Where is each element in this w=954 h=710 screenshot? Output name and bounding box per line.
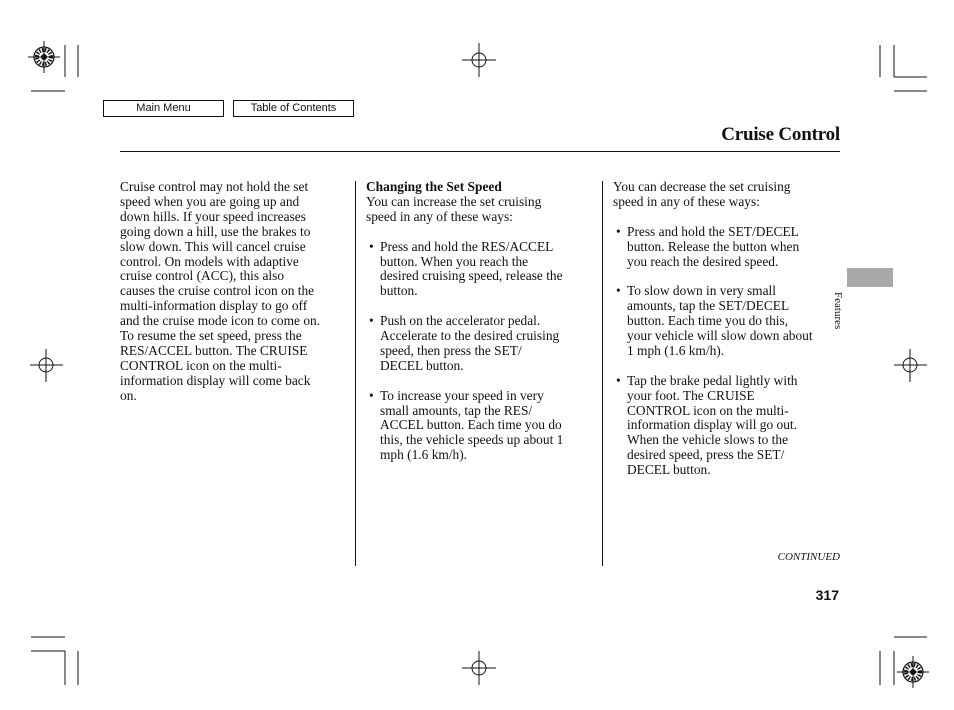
table-of-contents-button[interactable]: Table of Contents [233,100,354,117]
bullet-icon: • [616,223,621,239]
text-line: desired speed, press the SET/ [627,447,785,463]
bullet-icon: • [616,372,621,388]
bullet-icon: • [616,283,621,299]
text-line: speed in any of these ways: [613,193,760,209]
section-tab-label: Features [832,292,844,330]
bullet-icon: • [369,387,374,403]
text-line: slow down. This will cancel cruise [120,238,306,254]
page-title: Cruise Control [721,124,840,145]
list-item [366,240,596,300]
text-line: Tap the brake pedal lightly with [627,372,798,388]
text-line: Push on the accelerator pedal. [380,313,541,329]
list-item [613,225,838,270]
text-line: Accelerate to the desired cruising [380,328,560,344]
continued-label: CONTINUED [777,551,840,563]
section-tab[interactable] [847,268,893,287]
column-divider [355,181,356,566]
text-line: amounts, tap the SET/DECEL [627,298,790,314]
text-line: Press and hold the SET/DECEL [627,223,799,239]
text-line: DECEL button. [627,462,711,478]
text-line: CONTROL icon on the multi- [120,357,282,373]
text-line: going down a hill, use the brakes to [120,223,311,239]
text-line: You can increase the set cruising [366,193,542,209]
text-line: To increase your speed in very [380,387,544,403]
text-line: ACCEL button. Each time you do [380,417,562,433]
text-line: information display will go out. [627,417,797,433]
text-line: and the cruise mode icon to come on. [120,313,321,329]
text-line: CONTROL icon on the multi- [627,402,789,418]
text-line: speed, then press the SET/ [380,342,522,358]
text-line: button. [380,283,418,299]
text-line: small amounts, tap the RES/ [380,402,533,418]
text-line: speed when you are going up and [120,193,300,209]
bullet-icon: • [369,238,374,254]
bullet-icon: • [369,313,374,329]
text-line: your foot. The CRUISE [627,387,755,403]
column-3 [613,180,838,478]
text-line: To resume the set speed, press the [120,328,302,344]
page-number: 317 [815,587,839,603]
text-line: on. [120,387,137,403]
text-line: information display will come back [120,372,311,388]
text-line: you reach the desired speed. [627,253,779,269]
text-line: this, the vehicle speeds up about 1 [380,432,564,448]
text-line: button. Each time you do this, [627,313,789,329]
column-1 [120,180,350,404]
list-item [613,374,838,478]
text-line: causes the cruise control icon on the [120,283,315,299]
column-divider [602,181,603,566]
text-line: desired cruising speed, release the [380,268,563,284]
text-line: your vehicle will slow down about [627,328,813,344]
text-line: button. When you reach the [380,253,529,269]
text-line: When the vehicle slows to the [627,432,789,448]
column-2 [366,180,596,463]
list-item [613,284,838,359]
text-line: button. Release the button when [627,238,800,254]
main-menu-button[interactable]: Main Menu [103,100,224,117]
text-line: multi-information display to go off [120,298,308,314]
list-item [366,314,596,374]
title-rule [120,151,840,152]
text-line: To slow down in very small [627,283,776,299]
text-line: speed in any of these ways: [366,208,513,224]
text-line: mph (1.6 km/h). [380,447,468,463]
text-line: DECEL button. [380,357,464,373]
text-line: Cruise control may not hold the set [120,179,309,194]
text-line: cruise control (ACC), this also [120,268,285,284]
text-line: 1 mph (1.6 km/h). [627,342,725,358]
text-line: Press and hold the RES/ACCEL [380,238,554,254]
text-line: RES/ACCEL button. The CRUISE [120,342,308,358]
text-line: You can decrease the set cruising [613,179,791,194]
text-line: control. On models with adaptive [120,253,299,269]
list-item [366,389,596,464]
section-heading: Changing the Set Speed [366,179,502,194]
text-line: down hills. If your speed increases [120,208,306,224]
